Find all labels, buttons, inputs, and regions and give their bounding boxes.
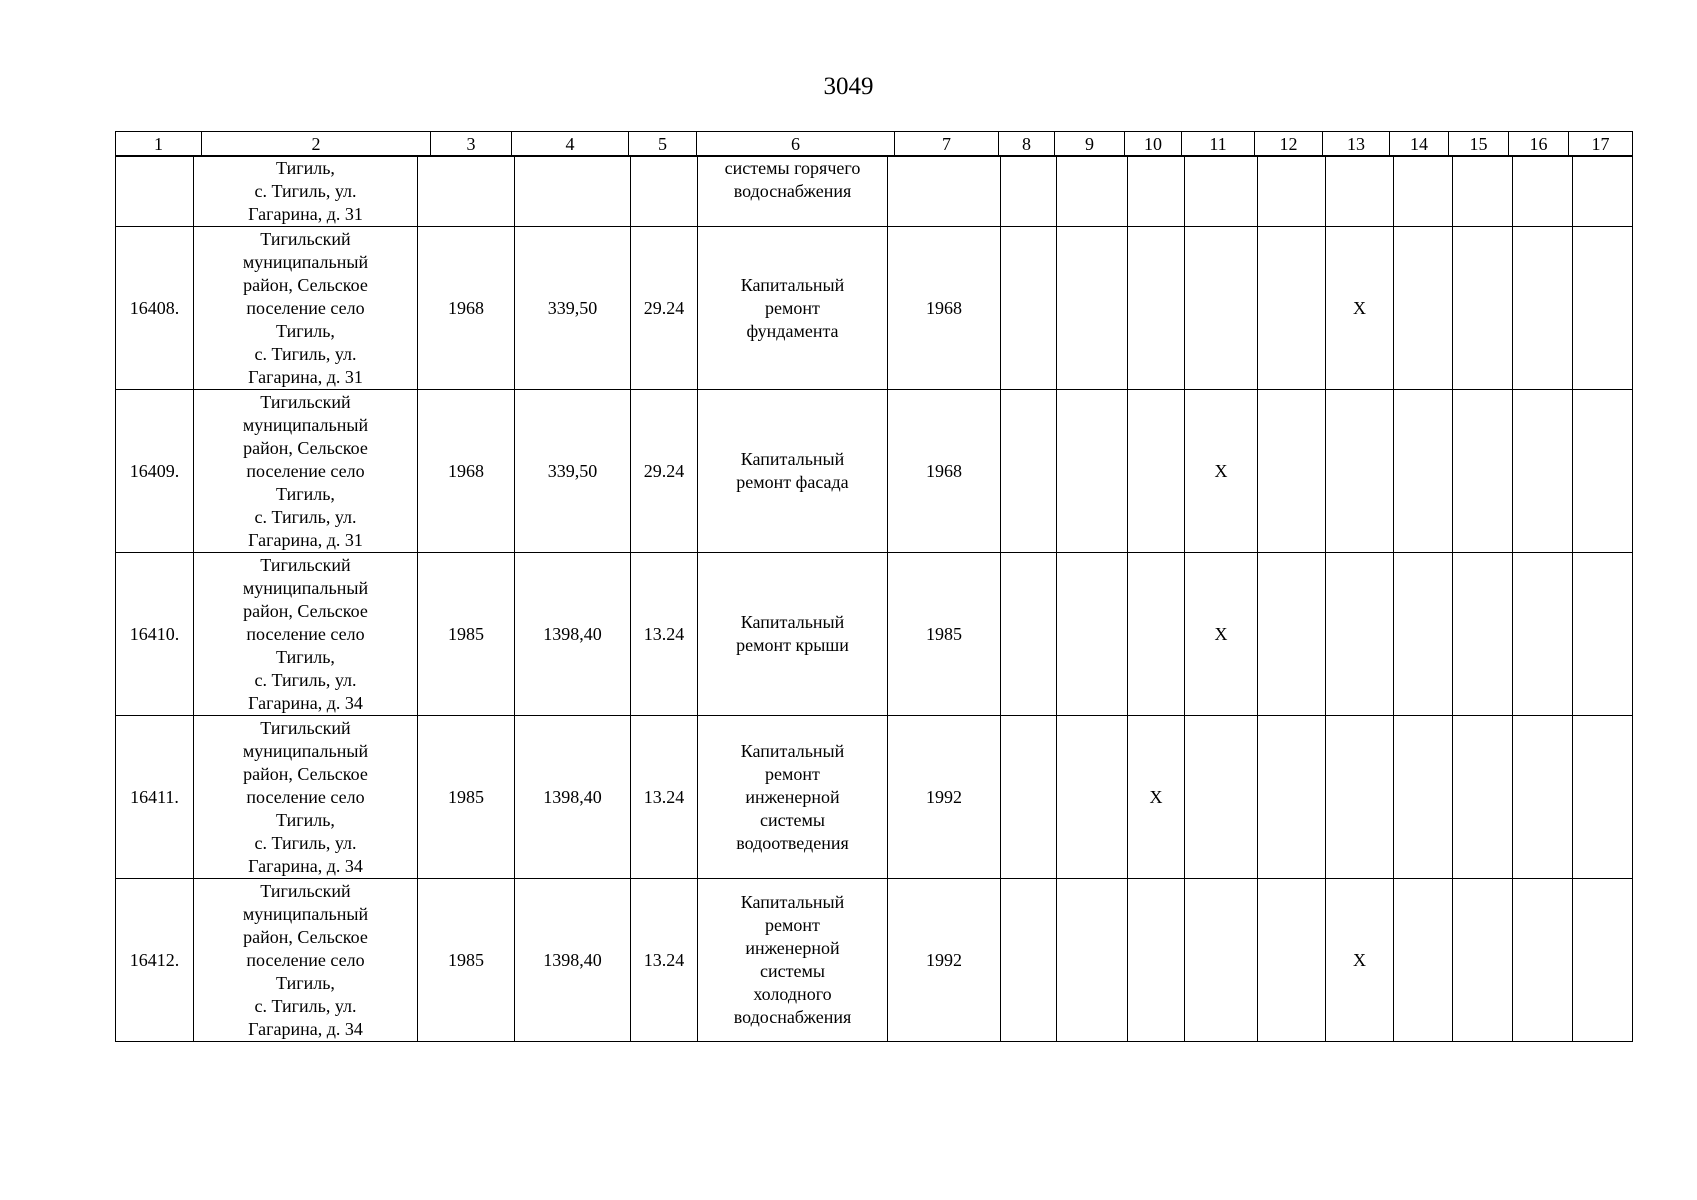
year-built-cell: 1968 bbox=[418, 227, 515, 390]
mark-cell bbox=[1057, 879, 1128, 1042]
area-cell: 1398,40 bbox=[515, 879, 631, 1042]
column-number-row bbox=[116, 132, 1633, 156]
column-number-cell: 1 bbox=[116, 132, 202, 156]
column-number-cell: 7 bbox=[895, 132, 999, 156]
column-number-cell: 14 bbox=[1390, 132, 1449, 156]
address-cell: Тигиль, с. Тигиль, ул. Гагарина, д. 31 bbox=[194, 157, 418, 227]
repair-year-cell: 1968 bbox=[888, 390, 1001, 553]
mark-cell bbox=[1128, 879, 1185, 1042]
mark-cell bbox=[1394, 390, 1453, 553]
mark-cell bbox=[1573, 390, 1633, 553]
mark-cell: X bbox=[1185, 553, 1258, 716]
mark-cell: X bbox=[1326, 879, 1394, 1042]
mark-cell bbox=[1128, 227, 1185, 390]
code-cell: 13.24 bbox=[631, 553, 698, 716]
mark-cell bbox=[1326, 390, 1394, 553]
mark-cell bbox=[1326, 157, 1394, 227]
mark-cell bbox=[1394, 879, 1453, 1042]
repair-year-cell: 1985 bbox=[888, 553, 1001, 716]
column-number-cell: 10 bbox=[1125, 132, 1182, 156]
mark-cell bbox=[1057, 716, 1128, 879]
area-cell: 1398,40 bbox=[515, 716, 631, 879]
mark-cell bbox=[1128, 157, 1185, 227]
work-type-cell: Капитальный ремонт фасада bbox=[698, 390, 888, 553]
repair-year-cell: 1992 bbox=[888, 716, 1001, 879]
row-number-cell: 16411. bbox=[116, 716, 194, 879]
mark-cell bbox=[1453, 157, 1513, 227]
mark-cell bbox=[1394, 157, 1453, 227]
mark-cell bbox=[1057, 390, 1128, 553]
address-cell: Тигильский муниципальный район, Сельское поселение село Тигиль, с. Тигиль, ул. Гагарина, д. 31 bbox=[194, 227, 418, 390]
column-number-cell: 9 bbox=[1055, 132, 1125, 156]
work-type-cell: Капитальный ремонт инженерной системы холодного водоснабжения bbox=[698, 879, 888, 1042]
mark-cell bbox=[1057, 553, 1128, 716]
year-built-cell: 1968 bbox=[418, 390, 515, 553]
mark-cell bbox=[1185, 716, 1258, 879]
mark-cell bbox=[1258, 227, 1326, 390]
mark-cell bbox=[1258, 390, 1326, 553]
mark-cell bbox=[1258, 553, 1326, 716]
work-type-cell: Капитальный ремонт фундамента bbox=[698, 227, 888, 390]
column-number-cell: 11 bbox=[1182, 132, 1255, 156]
mark-cell bbox=[1185, 227, 1258, 390]
mark-cell bbox=[1513, 553, 1573, 716]
mark-cell bbox=[1258, 879, 1326, 1042]
table-row bbox=[116, 227, 1633, 390]
column-number-header bbox=[115, 131, 1633, 156]
repair-schedule-table bbox=[115, 156, 1633, 1042]
work-type-cell: системы горячего водоснабжения bbox=[698, 157, 888, 227]
area-cell: 339,50 bbox=[515, 227, 631, 390]
column-number-cell: 5 bbox=[629, 132, 697, 156]
code-cell: 13.24 bbox=[631, 716, 698, 879]
mark-cell bbox=[1513, 227, 1573, 390]
mark-cell bbox=[1453, 553, 1513, 716]
area-cell: 339,50 bbox=[515, 390, 631, 553]
column-number-cell: 12 bbox=[1255, 132, 1323, 156]
year-built-cell: 1985 bbox=[418, 716, 515, 879]
mark-cell bbox=[1057, 227, 1128, 390]
mark-cell bbox=[1394, 716, 1453, 879]
area-cell: 1398,40 bbox=[515, 553, 631, 716]
work-type-cell: Капитальный ремонт крыши bbox=[698, 553, 888, 716]
column-number-cell: 2 bbox=[202, 132, 431, 156]
column-number-cell: 3 bbox=[431, 132, 512, 156]
mark-cell bbox=[1573, 553, 1633, 716]
address-cell: Тигильский муниципальный район, Сельское поселение село Тигиль, с. Тигиль, ул. Гагарина, д. 34 bbox=[194, 716, 418, 879]
column-number-cell: 16 bbox=[1509, 132, 1569, 156]
mark-cell bbox=[1513, 716, 1573, 879]
address-cell: Тигильский муниципальный район, Сельское поселение село Тигиль, с. Тигиль, ул. Гагарина, д. 34 bbox=[194, 553, 418, 716]
row-number-cell bbox=[116, 157, 194, 227]
area-cell bbox=[515, 157, 631, 227]
mark-cell bbox=[1185, 879, 1258, 1042]
address-cell: Тигильский муниципальный район, Сельское поселение село Тигиль, с. Тигиль, ул. Гагарина, д. 34 bbox=[194, 879, 418, 1042]
repair-year-cell: 1992 bbox=[888, 879, 1001, 1042]
row-number-cell: 16410. bbox=[116, 553, 194, 716]
mark-cell bbox=[1573, 157, 1633, 227]
column-number-cell: 8 bbox=[999, 132, 1055, 156]
repair-year-cell bbox=[888, 157, 1001, 227]
mark-cell bbox=[1394, 227, 1453, 390]
mark-cell bbox=[1326, 716, 1394, 879]
work-type-cell: Капитальный ремонт инженерной системы водоотведения bbox=[698, 716, 888, 879]
code-cell: 29.24 bbox=[631, 390, 698, 553]
mark-cell: X bbox=[1326, 227, 1394, 390]
table-row bbox=[116, 553, 1633, 716]
mark-cell bbox=[1057, 157, 1128, 227]
mark-cell bbox=[1453, 390, 1513, 553]
mark-cell bbox=[1258, 157, 1326, 227]
year-built-cell: 1985 bbox=[418, 553, 515, 716]
table-row bbox=[116, 390, 1633, 553]
address-cell: Тигильский муниципальный район, Сельское поселение село Тигиль, с. Тигиль, ул. Гагарина, д. 31 bbox=[194, 390, 418, 553]
mark-cell: X bbox=[1128, 716, 1185, 879]
mark-cell bbox=[1573, 879, 1633, 1042]
mark-cell bbox=[1513, 157, 1573, 227]
mark-cell bbox=[1513, 879, 1573, 1042]
mark-cell bbox=[1453, 227, 1513, 390]
year-built-cell bbox=[418, 157, 515, 227]
row-number-cell: 16412. bbox=[116, 879, 194, 1042]
mark-cell bbox=[1001, 716, 1057, 879]
code-cell: 13.24 bbox=[631, 879, 698, 1042]
mark-cell: X bbox=[1185, 390, 1258, 553]
year-built-cell: 1985 bbox=[418, 879, 515, 1042]
mark-cell bbox=[1001, 157, 1057, 227]
table-row bbox=[116, 716, 1633, 879]
mark-cell bbox=[1258, 716, 1326, 879]
column-number-cell: 13 bbox=[1323, 132, 1390, 156]
mark-cell bbox=[1453, 716, 1513, 879]
mark-cell bbox=[1001, 227, 1057, 390]
mark-cell bbox=[1326, 553, 1394, 716]
column-number-cell: 6 bbox=[697, 132, 895, 156]
code-cell: 29.24 bbox=[631, 227, 698, 390]
column-number-cell: 15 bbox=[1449, 132, 1509, 156]
mark-cell bbox=[1394, 553, 1453, 716]
column-number-cell: 17 bbox=[1569, 132, 1633, 156]
table-row bbox=[116, 157, 1633, 227]
mark-cell bbox=[1001, 879, 1057, 1042]
mark-cell bbox=[1573, 716, 1633, 879]
mark-cell bbox=[1001, 553, 1057, 716]
row-number-cell: 16409. bbox=[116, 390, 194, 553]
mark-cell bbox=[1128, 390, 1185, 553]
code-cell bbox=[631, 157, 698, 227]
row-number-cell: 16408. bbox=[116, 227, 194, 390]
repair-year-cell: 1968 bbox=[888, 227, 1001, 390]
column-number-cell: 4 bbox=[512, 132, 629, 156]
page-number: 3049 bbox=[823, 73, 874, 100]
mark-cell bbox=[1573, 227, 1633, 390]
mark-cell bbox=[1185, 157, 1258, 227]
mark-cell bbox=[1001, 390, 1057, 553]
mark-cell bbox=[1453, 879, 1513, 1042]
mark-cell bbox=[1128, 553, 1185, 716]
mark-cell bbox=[1513, 390, 1573, 553]
table-row bbox=[116, 879, 1633, 1042]
